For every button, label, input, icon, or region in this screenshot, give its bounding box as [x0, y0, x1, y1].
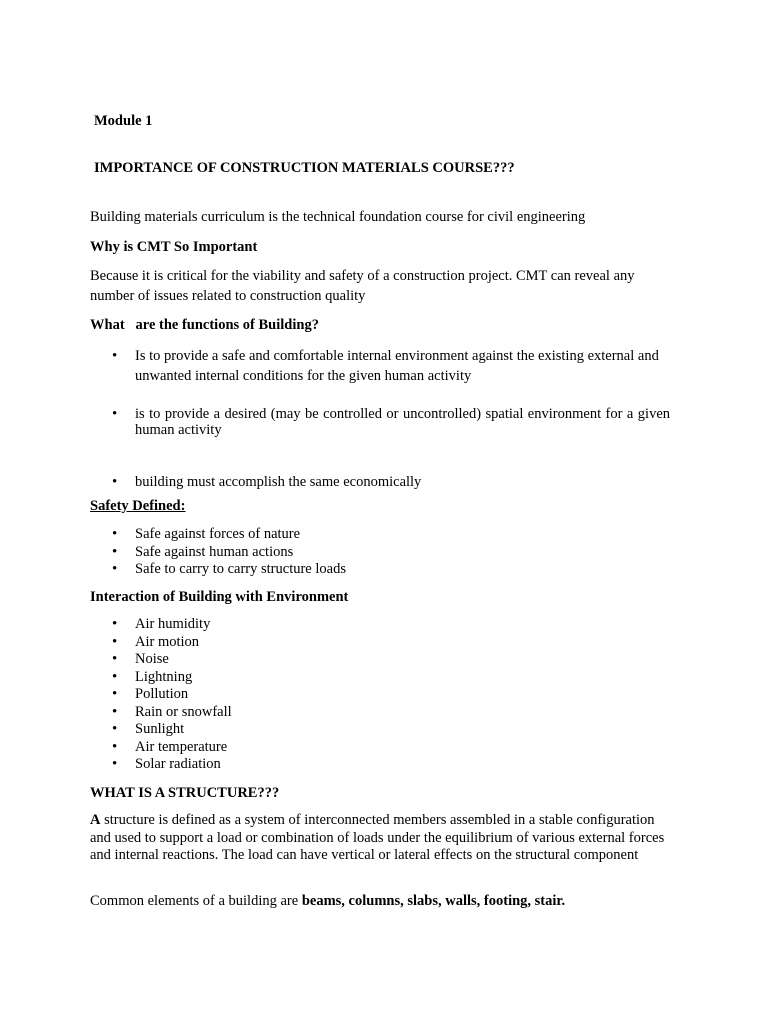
list-item: • Is to provide a safe and comfortable internal environment against the existing external and unwanted internal conditions for the given human activity	[90, 346, 670, 386]
list-item: • building must accomplish the same economically	[90, 474, 670, 492]
why-heading: Why is CMT So Important	[90, 239, 258, 255]
safety-list	[90, 526, 670, 579]
elements-paragraph	[90, 892, 670, 912]
list-item: • Pollution	[90, 686, 670, 704]
structure-paragraph	[90, 812, 670, 865]
safety-heading: Safety Defined:	[90, 498, 186, 514]
elements-prefix: Common elements of a building are	[90, 893, 302, 909]
interaction-list	[90, 616, 670, 774]
list-item: • Lightning	[90, 669, 670, 687]
list-item: • Solar radiation	[90, 756, 670, 774]
list-item: • Air motion	[90, 634, 670, 652]
structure-text: structure is defined as a system of interconnected members assembled in a stable configuration and used to support a load or combination of loads under the equilibrium of various external forces and internal reactions. The load can have vertical or lateral effects on the structural component	[90, 812, 665, 863]
interaction-heading: Interaction of Building with Environment	[90, 589, 349, 605]
list-item: • is to provide a desired (may be controlled or uncontrolled) spatial environment for a given human activity	[90, 407, 670, 438]
list-item: • Noise	[90, 651, 670, 669]
list-item: • Safe against forces of nature	[90, 526, 670, 544]
structure-heading: WHAT IS A STRUCTURE???	[90, 785, 280, 801]
list-item: • Safe against human actions	[90, 544, 670, 562]
module-label: Module 1	[94, 113, 153, 129]
functions-heading: What are the functions of Building?	[90, 317, 319, 333]
structure-lead: A	[90, 812, 101, 828]
list-item: • Rain or snowfall	[90, 704, 670, 722]
list-item: • Safe to carry to carry structure loads	[90, 561, 670, 579]
functions-list-1	[90, 346, 670, 386]
main-heading: IMPORTANCE OF CONSTRUCTION MATERIALS COURSE???	[94, 160, 515, 176]
functions-list-2	[90, 407, 670, 438]
list-item: • Sunlight	[90, 721, 670, 739]
list-item: • Air temperature	[90, 739, 670, 757]
elements-list-bold: beams, columns, slabs, walls, footing, stair.	[301, 893, 566, 909]
functions-list-3	[90, 474, 670, 492]
intro-paragraph: Building materials curriculum is the technical foundation course for civil engineering	[90, 209, 586, 225]
why-paragraph: Because it is critical for the viability and safety of a construction project. CMT can reveal any number of issues related to construction quality	[90, 268, 635, 304]
list-item: • Air humidity	[90, 616, 670, 634]
